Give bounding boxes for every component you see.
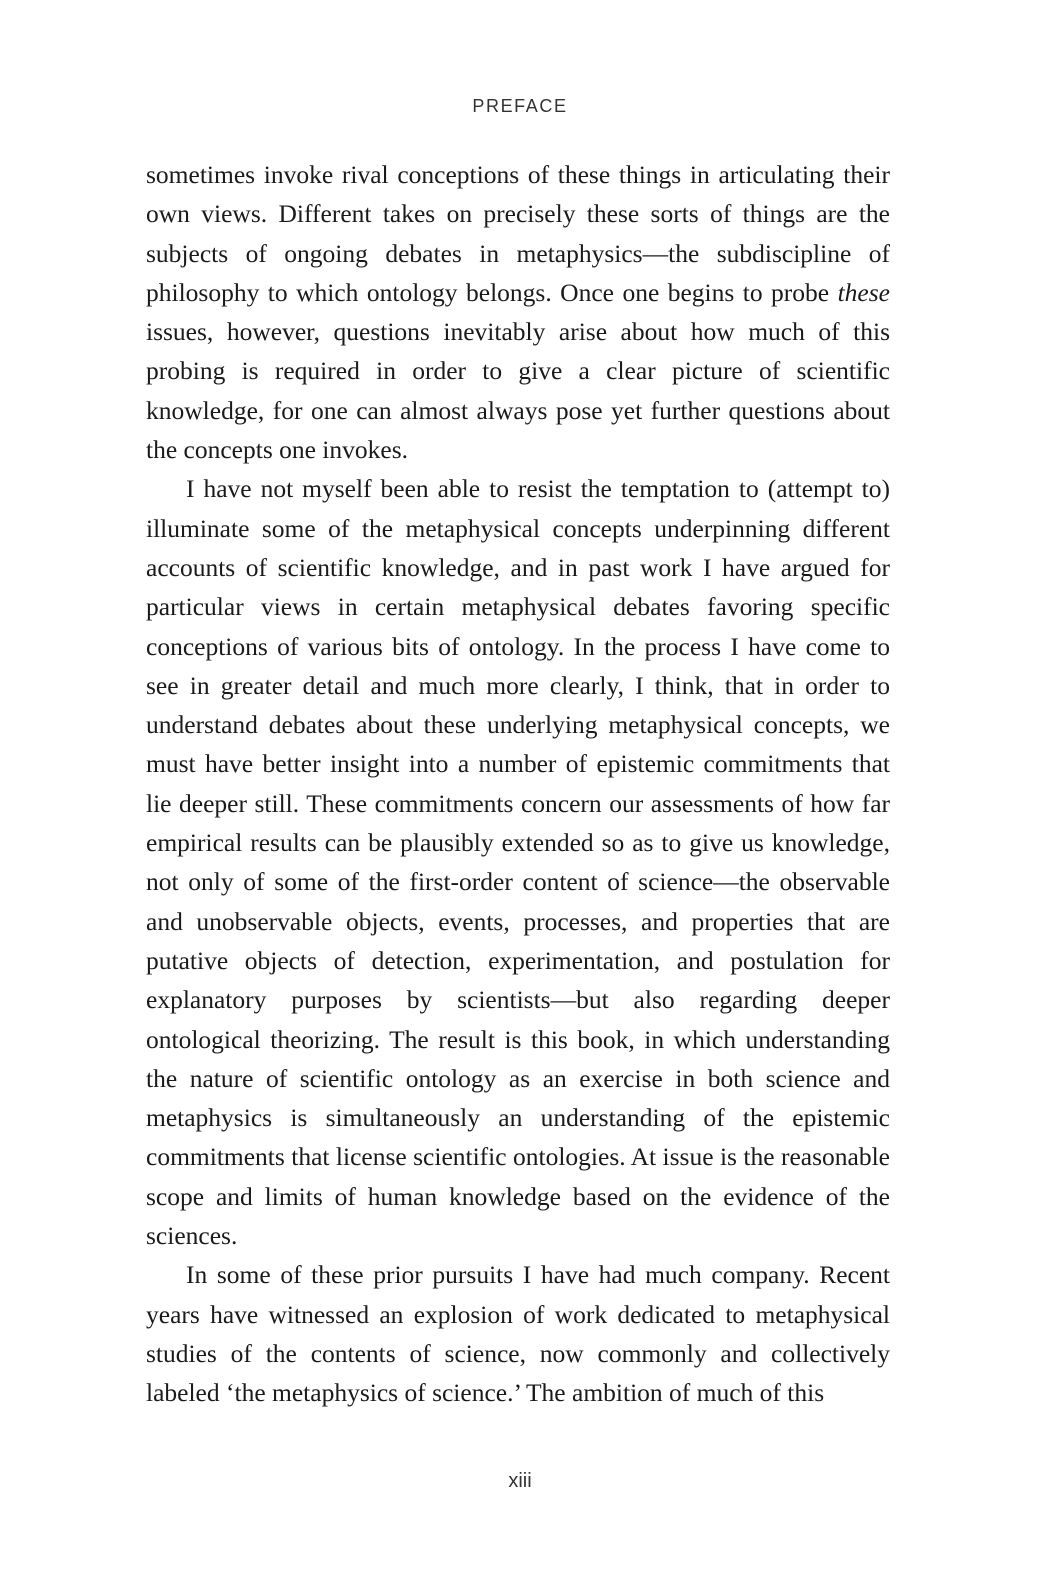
paragraph-1-lead: sometimes invoke rival conceptions of these things in articulating their own views. Different takes on precisely these sorts of things are the subjects of ongoing debates in metaphysics—the subdiscipline of philosophy to which ontology belongs. Once one begins to probe	[146, 160, 890, 307]
paragraph-3: In some of these prior pursuits I have had much company. Recent years have witnessed an explosion of work dedicated to metaphysical studies of the contents of science, now commonly and collectively labeled ‘the metaphysics of science.’ The ambition of much of this	[146, 1260, 890, 1408]
paragraph-1-emphasis: these	[837, 277, 890, 307]
page-number: xiii	[508, 1470, 532, 1492]
paragraph-1-rest: issues, however, questions inevitably arise about how much of this probing is required in order to give a clear picture of scientific knowledge, for one can almost always pose yet further questions about the concepts one invokes.	[146, 317, 890, 465]
running-head: PREFACE	[472, 96, 568, 116]
body-text	[146, 155, 890, 1413]
paragraph-2: I have not myself been able to resist the temptation to (attempt to) illuminate some of the metaphysical concepts underpinning different accounts of scientific knowledge, and in past work I have argued for particular views in certain metaphysical debates favoring specific conceptions of various bits of ontology. In the process I have come to see in greater detail and much more clearly, I think, that in order to understand debates about these underlying metaphysical concepts, we must have better insight into a number of epistemic commitments that lie deeper still. These commitments concern our assessments of how far empirical results can be plausibly extended so as to give us knowledge, not only of some of the first-order content of science—the observable and unobservable objects, events, processes, and properties that are putative objects of detection, experimentation, and postulation for explanatory purposes by scientists—but also regarding deeper ontological theorizing. The result is this book, in which understanding the nature of scientific ontology as an exercise in both science and metaphysics is simultaneously an understanding of the epistemic commitments that license scientific ontologies. At issue is the reasonable scope and limits of human knowledge based on the evidence of the sciences.	[146, 474, 890, 1251]
paragraph-1	[146, 155, 890, 469]
